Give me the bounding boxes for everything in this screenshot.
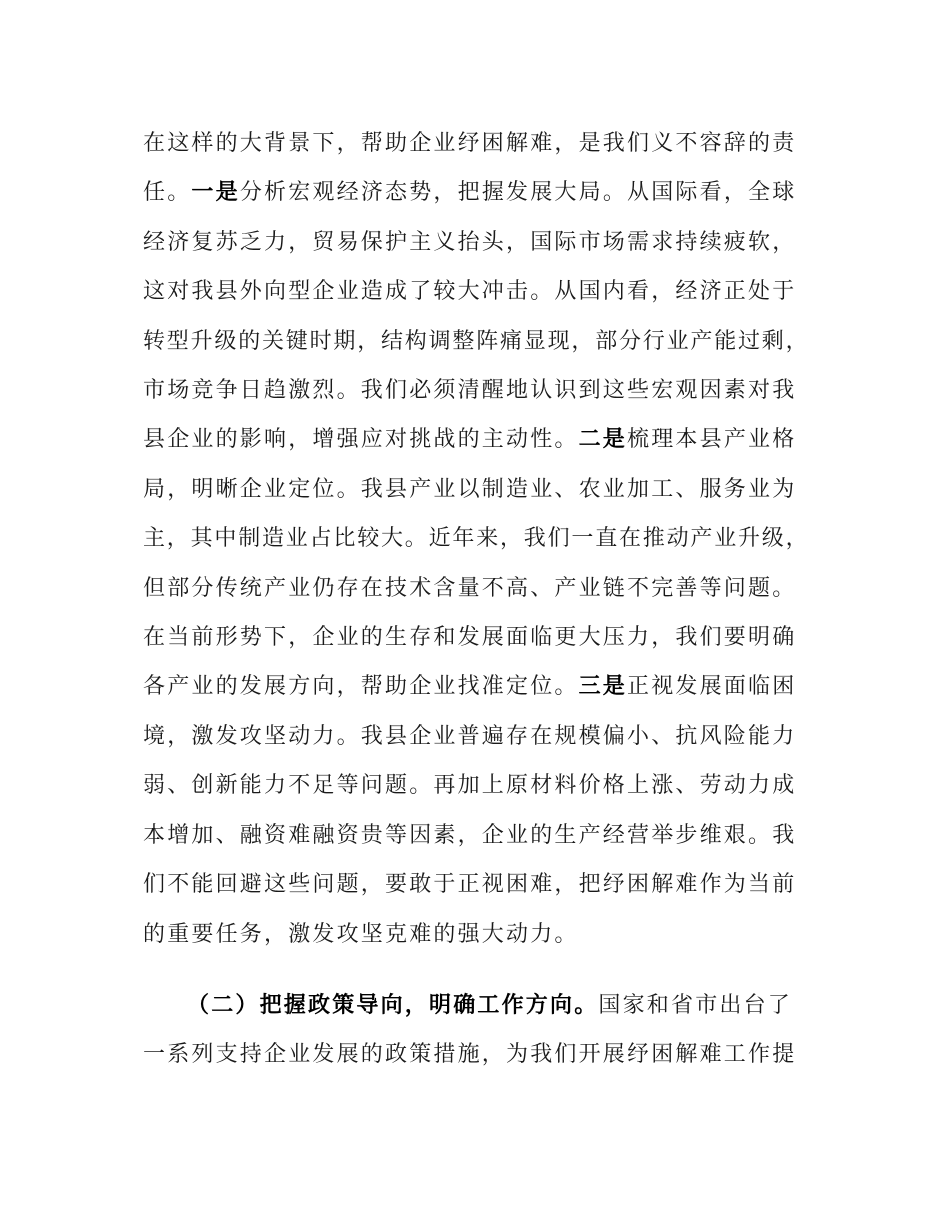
text-segment: 正视发展面临困 (627, 674, 797, 700)
text-line: 弱、创新能力不足等问题。再加上原材料价格上涨、劳动力成 (143, 773, 797, 799)
section-heading: （二）把握政策导向，明确工作方向。 (187, 993, 599, 1018)
text-segment: 梳理本县产业格 (627, 427, 797, 453)
text-line (143, 662, 813, 711)
text-line: 这对我县外向型企业造成了较大冲击。从国内看，经济正处于 (143, 279, 797, 305)
text-line: 但部分传统产业仍存在技术含量不高、产业链不完善等问题。 (143, 575, 797, 601)
bold-marker-second: 二是 (578, 427, 628, 453)
bold-marker-third: 三是 (578, 674, 628, 700)
text-line (143, 168, 813, 217)
text-line (143, 415, 813, 464)
body-paragraph-2 (143, 981, 813, 1080)
text-segment: 国家和省市出台了 (598, 993, 793, 1018)
text-line: 们不能回避这些问题，要敢于正视困难，把纾困解难作为当前 (143, 872, 797, 898)
text-line: 经济复苏乏力，贸易保护主义抬头，国际市场需求持续疲软， (143, 229, 797, 255)
text-segment: 分析宏观经济态势，把握发展大局。从国际看，全球 (239, 180, 797, 206)
text-segment: 县企业的影响，增强应对挑战的主动性。 (143, 427, 579, 453)
text-segment: 各产业的发展方向，帮助企业找准定位。 (143, 674, 579, 700)
text-line: 在这样的大背景下，帮助企业纾困解难，是我们义不容辞的责 (143, 131, 797, 156)
text-line: 转型升级的关键时期，结构调整阵痛显现，部分行业产能过剩， (143, 328, 810, 354)
text-line: 市场竞争日趋激烈。我们必须清醒地认识到这些宏观因素对我 (143, 378, 797, 404)
text-line (143, 981, 813, 1030)
text-line: 的重要任务，激发攻坚克难的强大动力。 (143, 921, 579, 947)
text-line: 境，激发攻坚动力。我县企业普遍存在规模偏小、抗风险能力 (143, 723, 797, 749)
text-line: 本增加、融资难融资贵等因素，企业的生产经营举步维艰。我 (143, 822, 797, 848)
body-paragraph-1 (143, 119, 813, 959)
text-line: 在当前形势下，企业的生存和发展面临更大压力，我们要明确 (143, 625, 797, 651)
text-line: 局，明晰企业定位。我县产业以制造业、农业加工、服务业为 (143, 476, 797, 502)
text-segment: 任。 (143, 180, 192, 206)
text-line: 主，其中制造业占比较大。近年来，我们一直在推动产业升级， (143, 526, 810, 552)
text-line: 一系列支持企业发展的政策措施，为我们开展纾困解难工作提 (143, 1042, 797, 1068)
bold-marker-first: 一是 (191, 180, 240, 206)
